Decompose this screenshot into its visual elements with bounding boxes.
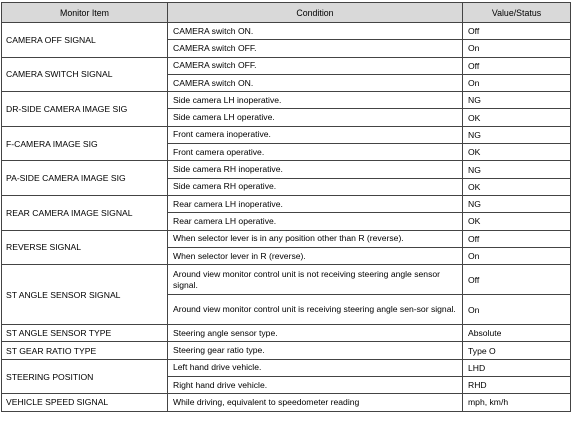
monitor-item-cell: ST ANGLE SENSOR TYPE xyxy=(2,325,168,342)
monitor-item-table xyxy=(1,2,571,412)
value-cell: On xyxy=(463,295,571,325)
value-cell: On xyxy=(463,40,571,57)
monitor-item-cell: CAMERA SWITCH SIGNAL xyxy=(2,57,168,92)
table-header xyxy=(2,3,571,23)
value-cell: Off xyxy=(463,265,571,295)
table-row xyxy=(2,126,571,143)
table-body xyxy=(2,23,571,412)
monitor-item-cell: F-CAMERA IMAGE SIG xyxy=(2,126,168,161)
condition-cell: Front camera inoperative. xyxy=(168,126,463,143)
condition-cell: When selector lever in R (reverse). xyxy=(168,247,463,264)
value-cell: mph, km/h xyxy=(463,394,571,411)
value-cell: On xyxy=(463,74,571,91)
condition-cell: Front camera operative. xyxy=(168,144,463,161)
condition-cell: Left hand drive vehicle. xyxy=(168,359,463,376)
condition-cell: CAMERA switch OFF. xyxy=(168,40,463,57)
condition-cell: Side camera LH inoperative. xyxy=(168,92,463,109)
value-cell: NG xyxy=(463,195,571,212)
condition-cell: Steering gear ratio type. xyxy=(168,342,463,359)
value-cell: Off xyxy=(463,23,571,40)
value-cell: On xyxy=(463,247,571,264)
table-row xyxy=(2,57,571,74)
table-row xyxy=(2,342,571,359)
table-row xyxy=(2,394,571,411)
table-row xyxy=(2,92,571,109)
table-row xyxy=(2,359,571,376)
table-row xyxy=(2,325,571,342)
value-cell: Absolute xyxy=(463,325,571,342)
table-row xyxy=(2,195,571,212)
table-row xyxy=(2,265,571,295)
value-cell: Type O xyxy=(463,342,571,359)
header-monitor-item: Monitor Item xyxy=(2,3,168,23)
condition-cell: Rear camera LH inoperative. xyxy=(168,195,463,212)
value-cell: Off xyxy=(463,57,571,74)
monitor-item-cell: STEERING POSITION xyxy=(2,359,168,394)
condition-cell: When selector lever is in any position other than R (reverse). xyxy=(168,230,463,247)
table-row xyxy=(2,161,571,178)
value-cell: NG xyxy=(463,92,571,109)
monitor-item-cell: CAMERA OFF SIGNAL xyxy=(2,23,168,58)
condition-cell: Steering angle sensor type. xyxy=(168,325,463,342)
value-cell: OK xyxy=(463,178,571,195)
monitor-item-cell: REVERSE SIGNAL xyxy=(2,230,168,265)
header-value-status: Value/Status xyxy=(463,3,571,23)
condition-cell: CAMERA switch ON. xyxy=(168,74,463,91)
condition-cell: CAMERA switch OFF. xyxy=(168,57,463,74)
value-cell: OK xyxy=(463,109,571,126)
monitor-item-cell: DR-SIDE CAMERA IMAGE SIG xyxy=(2,92,168,127)
monitor-item-cell: VEHICLE SPEED SIGNAL xyxy=(2,394,168,411)
value-cell: LHD xyxy=(463,359,571,376)
monitor-item-cell: ST GEAR RATIO TYPE xyxy=(2,342,168,359)
header-condition: Condition xyxy=(168,3,463,23)
condition-cell: Right hand drive vehicle. xyxy=(168,377,463,394)
condition-cell: While driving, equivalent to speedometer reading xyxy=(168,394,463,411)
value-cell: OK xyxy=(463,144,571,161)
value-cell: RHD xyxy=(463,377,571,394)
condition-cell: Around view monitor control unit is not receiving steering angle sensor signal. xyxy=(168,265,463,295)
condition-cell: CAMERA switch ON. xyxy=(168,23,463,40)
condition-cell: Rear camera LH operative. xyxy=(168,213,463,230)
condition-cell: Side camera LH operative. xyxy=(168,109,463,126)
monitor-item-cell: PA-SIDE CAMERA IMAGE SIG xyxy=(2,161,168,196)
value-cell: NG xyxy=(463,126,571,143)
value-cell: OK xyxy=(463,213,571,230)
condition-cell: Side camera RH inoperative. xyxy=(168,161,463,178)
table-row xyxy=(2,230,571,247)
condition-cell: Side camera RH operative. xyxy=(168,178,463,195)
value-cell: Off xyxy=(463,230,571,247)
table-row xyxy=(2,23,571,40)
condition-cell: Around view monitor control unit is receiving steering angle sen-sor signal. xyxy=(168,295,463,325)
monitor-item-cell: ST ANGLE SENSOR SIGNAL xyxy=(2,265,168,325)
monitor-item-cell: REAR CAMERA IMAGE SIGNAL xyxy=(2,195,168,230)
value-cell: NG xyxy=(463,161,571,178)
